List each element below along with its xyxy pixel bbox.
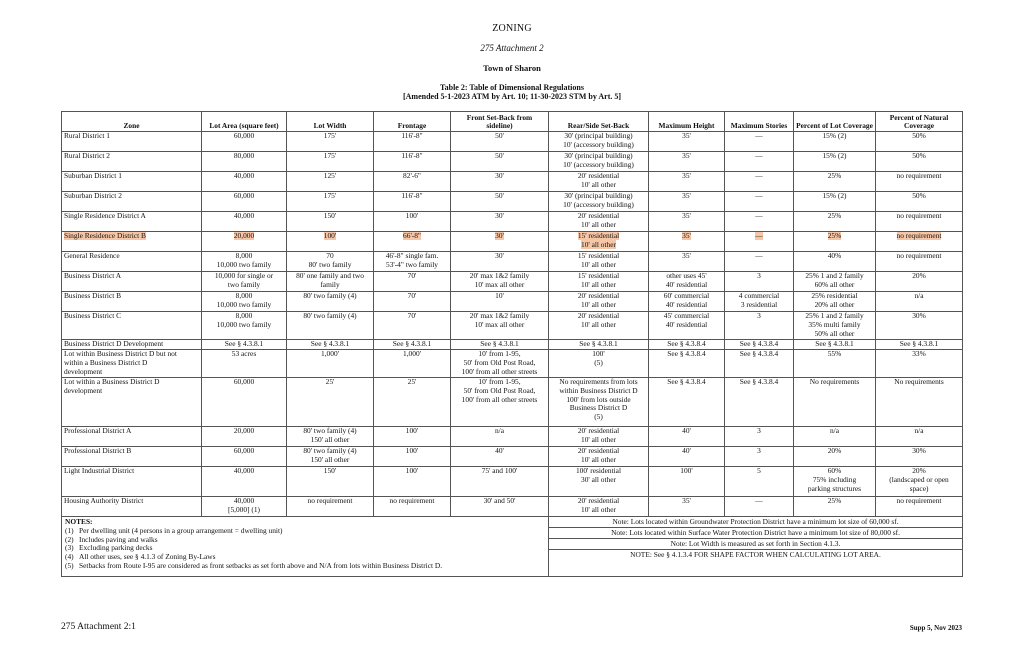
table-row [62,340,963,350]
table-cell: 25' [374,377,451,426]
col-header: Front Set-Back from sideline) [451,112,549,132]
table-cell: 116'-8" [374,152,451,172]
table-row [62,466,963,496]
table-row [62,446,963,466]
table-cell [451,232,549,252]
table-cell: See § 4.3.8.1 [202,340,287,350]
table-cell: 80,000 [202,152,287,172]
table-cell: 40% [794,252,876,272]
attachment-label: 275 Attachment 2 [480,43,544,53]
table-cell: 70' [374,292,451,312]
side-note: Note: Lots located within Surface Water Protection District have a minimum lot size of 80,000 sf. [549,528,962,539]
table-cell: See § 4.3.8.4 [725,340,794,350]
table-cell: 40,000 [5,000] (1) [202,496,287,516]
table-cell: 5 [725,466,794,496]
table-cell: 35' [649,152,725,172]
table-cell: See § 4.3.8.1 [549,340,649,350]
col-header: Rear/Side Set-Back [549,112,649,132]
table-cell: 30' (principal building) 10' (accessory building) [549,192,649,212]
table-cell: 50' [451,152,549,172]
table-cell: 20% [876,272,963,292]
table-cell: 30' [451,172,549,192]
table-cell: 35' [649,252,725,272]
table-cell [876,232,963,252]
table-row [62,350,963,378]
table-cell: 25% [794,212,876,232]
note-item: (1) Per dwelling unit (4 persons in a group arrangement = dwelling unit) [65,525,283,535]
zone-cell [62,232,202,252]
table-cell: 25' [287,377,374,426]
table-cell: 175' [287,192,374,212]
notes-title: NOTES: [65,516,93,526]
table-cell: 70' [374,272,451,292]
table-cell [549,232,649,252]
table-cell: 25% [794,172,876,192]
table-cell: — [725,192,794,212]
table-cell: 53 acres [202,350,287,378]
zone-cell: Suburban District 2 [62,192,202,212]
table-cell: 20% [794,446,876,466]
table-cell: 80' one family and two family [287,272,374,292]
table-cell: 116'-8" [374,132,451,152]
table-cell: — [725,132,794,152]
table-cell: 50% [876,132,963,152]
table-cell: 4 commercial 3 residential [725,292,794,312]
table-cell: 40' [451,446,549,466]
highlighted-text: no requirement [896,231,942,240]
table-cell: 20' residential 10' all other [549,292,649,312]
table-row [62,292,963,312]
table-cell: 80' two family (4) [287,292,374,312]
table-cell [202,232,287,252]
table-cell: 35' [649,172,725,192]
table-heading [0,83,1024,101]
highlighted-text: 100' [323,231,337,240]
table-cell: 60,000 [202,132,287,152]
table-cell: 70' [374,312,451,340]
note-item: (4) All other uses, see § 4.1.3 of Zoning By-Laws [65,552,216,562]
table-cell: — [725,496,794,516]
table-row [62,192,963,212]
table-cell: See § 4.3.8.1 [287,340,374,350]
col-header: Zone [62,112,202,132]
table-cell: n/a [876,426,963,446]
table-cell: 15' residential 10' all other [549,252,649,272]
table-header-row [62,112,963,132]
table-cell: 60,000 [202,377,287,426]
table-cell: See § 4.3.8.1 [876,340,963,350]
table-cell: 10,000 for single or two family [202,272,287,292]
table-cell: 150' [287,212,374,232]
table-cell: 8,000 10,000 two family [202,252,287,272]
table-cell: 116'-8" [374,192,451,212]
table-cell: 60% 75% including parking structures [794,466,876,496]
table-cell: 60,000 [202,192,287,212]
table-cell: 40,000 [202,466,287,496]
table-cell: 70 80' two family [287,252,374,272]
table-cell: See § 4.3.8.4 [649,377,725,426]
col-header: Maximum Stories [725,112,794,132]
highlighted-text: 25% [827,231,842,240]
table-cell: See § 4.3.8.4 [649,350,725,378]
table-cell: 100' [649,466,725,496]
table-cell: 175' [287,132,374,152]
highlighted-text: — [755,231,763,240]
table-cell: — [725,152,794,172]
table-cell: 125' [287,172,374,192]
zone-cell: Housing Authority District [62,496,202,516]
table-cell: 33% [876,350,963,378]
table-row [62,252,963,272]
table-cell: 8,000 10,000 two family [202,292,287,312]
table-cell: 25% residential 20% all other [794,292,876,312]
table-cell: no requirement [876,172,963,192]
note-item: (3) Excluding parking decks [65,543,153,553]
table-cell: no requirement [287,496,374,516]
table-cell: — [725,212,794,232]
side-notes [549,516,963,576]
col-header: Maximum Height [649,112,725,132]
table-cell: See § 4.3.8.1 [451,340,549,350]
zone-cell: Business District D Development [62,340,202,350]
table-cell: 25% [794,496,876,516]
table-cell: 15% (2) [794,132,876,152]
highlighted-text: 35' [682,231,691,240]
page-title: ZONING [492,23,532,34]
table-cell: 3 [725,426,794,446]
table-cell: 20' residential 10' all other [549,312,649,340]
amendment-note: [Amended 5-1-2023 ATM by Art. 10; 11-30-2023 STM by Art. 5] [402,92,622,101]
table-cell: 20% (landscaped or open space) [876,466,963,496]
table-cell: 50' [451,192,549,212]
side-note: Note: Lot Width is measured as set forth in Section 4.1.3. [549,539,962,550]
note-item: (2) Includes paving and walks [65,534,158,544]
table-cell: 30% [876,446,963,466]
table-cell [287,232,374,252]
zone-cell: Rural District 2 [62,152,202,172]
table-cell: no requirement [374,496,451,516]
notes-row [62,516,963,576]
zone-cell: Business District C [62,312,202,340]
table-row [62,312,963,340]
table-cell: 35' [649,192,725,212]
table-cell: 46'-8" single fam. 53'-4" two family [374,252,451,272]
table-cell: 30% [876,312,963,340]
table-cell: 3 [725,312,794,340]
table-cell: 20' residential 10' all other [549,446,649,466]
zone-cell: General Residence [62,252,202,272]
table-cell: — [725,172,794,192]
table-cell: 30' and 50' [451,496,549,516]
page-number: 275 Attachment 2:1 [61,622,136,632]
table-cell: 150' [287,466,374,496]
table-cell: No requirements [794,377,876,426]
zone-cell: Business District B [62,292,202,312]
side-note: Note: Lots located within Groundwater Protection District have a minimum lot size of 60,000 sf. [549,517,962,528]
table-cell: 60' commercial 40' residential [649,292,725,312]
table-cell: 20' max 1&2 family 10' max all other [451,312,549,340]
table-cell: No requirements [876,377,963,426]
table-cell: 20' residential 10' all other [549,172,649,192]
table-cell: 25% 1 and 2 family 35% multi family 50% all other [794,312,876,340]
table-row [62,272,963,292]
highlighted-text: 66'-8" [403,231,421,240]
col-header: Percent of Lot Coverage [794,112,876,132]
table-cell: 20,000 [202,426,287,446]
table-cell: 30' (principal building) 10' (accessory building) [549,132,649,152]
table-cell: n/a [451,426,549,446]
town-name: Town of Sharon [483,63,541,73]
table-cell: 100' [374,446,451,466]
table-row [62,212,963,232]
table-cell: 55% [794,350,876,378]
table-cell: 100' residential 30' all other [549,466,649,496]
col-header: Lot Width [287,112,374,132]
table-cell: See § 4.3.8.4 [725,377,794,426]
table-cell: 35' [649,496,725,516]
table-cell: 1,000' [374,350,451,378]
table-cell: 1,000' [287,350,374,378]
table-cell: 40,000 [202,212,287,232]
table-cell: 80' two family (4) 150' all other [287,446,374,466]
table-cell: 50% [876,192,963,212]
table-cell: 10' from 1-95, 50' from Old Post Road, 100' from all other streets [451,377,549,426]
highlighted-text: 20,000 [233,231,255,240]
table-cell [374,232,451,252]
table-cell: 8,000 10,000 two family [202,312,287,340]
table-row [62,426,963,446]
highlighted-text: 15' residential 10' all other [577,231,620,249]
table-cell: 20' max 1&2 family 10' max all other [451,272,549,292]
table-cell: 10' [451,292,549,312]
table-cell: 3 [725,272,794,292]
table-cell: 60,000 [202,446,287,466]
supplement-label: Supp 5, Nov 2023 [909,624,962,632]
zone-cell: Light Industrial District [62,466,202,496]
table-cell: no requirement [876,496,963,516]
table-cell: 50' [451,132,549,152]
table-cell: 45' commercial 40' residential [649,312,725,340]
table-cell: No requirements from lots within Business District D 100' from lots outside Business District D (5) [549,377,649,426]
table-cell: 3 [725,446,794,466]
table-row [62,152,963,172]
zone-cell: Rural District 1 [62,132,202,152]
table-cell: 50% [876,152,963,172]
table-cell: See § 4.3.8.4 [725,350,794,378]
notes-block [62,516,549,576]
table-cell: 40' [649,426,725,446]
table-cell: 40,000 [202,172,287,192]
table-cell: — [725,252,794,272]
zone-cell: Single Residence District A [62,212,202,232]
zone-cell: Professional District B [62,446,202,466]
dimensional-regulations-table [61,111,963,577]
table-cell: See § 4.3.8.1 [794,340,876,350]
table-cell: 80' two family (4) 150' all other [287,426,374,446]
table-cell [725,232,794,252]
col-header: Percent of Natural Coverage [876,112,963,132]
table-cell: 30' [451,252,549,272]
side-note: NOTE: See § 4.1.3.4 FOR SHAPE FACTOR WHEN CALCULATING LOT AREA. [630,549,881,559]
table-cell: 80' two family (4) [287,312,374,340]
table-cell: n/a [794,426,876,446]
zone-cell: Business District A [62,272,202,292]
table-row [62,496,963,516]
table-cell: 40' [649,446,725,466]
table-cell: 25% 1 and 2 family 60% all other [794,272,876,292]
table-row [62,232,963,252]
table-cell: 30' (principal building) 10' (accessory building) [549,152,649,172]
zone-cell: Suburban District 1 [62,172,202,192]
highlighted-text: 30' [495,231,504,240]
table-cell: 100' [374,212,451,232]
table-cell: 15% (2) [794,152,876,172]
table-cell: other uses 45' 40' residential [649,272,725,292]
table-cell: 20' residential 10' all other [549,496,649,516]
table-cell: 100' (5) [549,350,649,378]
table-cell: 15% (2) [794,192,876,212]
table-cell: no requirement [876,212,963,232]
table-cell: 100' [374,426,451,446]
zone-cell: Lot within Business District D but not within a Business District D development [62,350,202,378]
table-cell: 175' [287,152,374,172]
col-header: Lot Area (square feet) [202,112,287,132]
table-cell: no requirement [876,252,963,272]
table-cell: 75' and 100' [451,466,549,496]
table-cell: 100' [374,466,451,496]
zone-cell: Lot within a Business District D development [62,377,202,426]
table-cell: 10' from 1-95, 50' from Old Post Road, 100' from all other streets [451,350,549,378]
table-row [62,132,963,152]
table-title: Table 2: Table of Dimensional Regulations [440,83,584,92]
table-cell: 82'-6" [374,172,451,192]
table-cell: See § 4.3.8.1 [374,340,451,350]
table-cell: 20' residential 10' all other [549,426,649,446]
table-cell [794,232,876,252]
table-row [62,172,963,192]
table-cell: 15' residential 10' all other [549,272,649,292]
note-item: (5) Setbacks from Route I-95 are considered as front setbacks as set forth above and N/A from lots within Business District D. [65,561,443,571]
table-cell [649,232,725,252]
table-cell: n/a [876,292,963,312]
col-header: Frontage [374,112,451,132]
table-cell: 30' [451,212,549,232]
table-cell: 35' [649,132,725,152]
table-cell: 20' residential 10' all other [549,212,649,232]
table-cell: See § 4.3.8.4 [649,340,725,350]
table-row [62,377,963,426]
table-cell: 35' [649,212,725,232]
zone-cell: Professional District A [62,426,202,446]
highlighted-text: Single Residence District B [64,231,146,240]
